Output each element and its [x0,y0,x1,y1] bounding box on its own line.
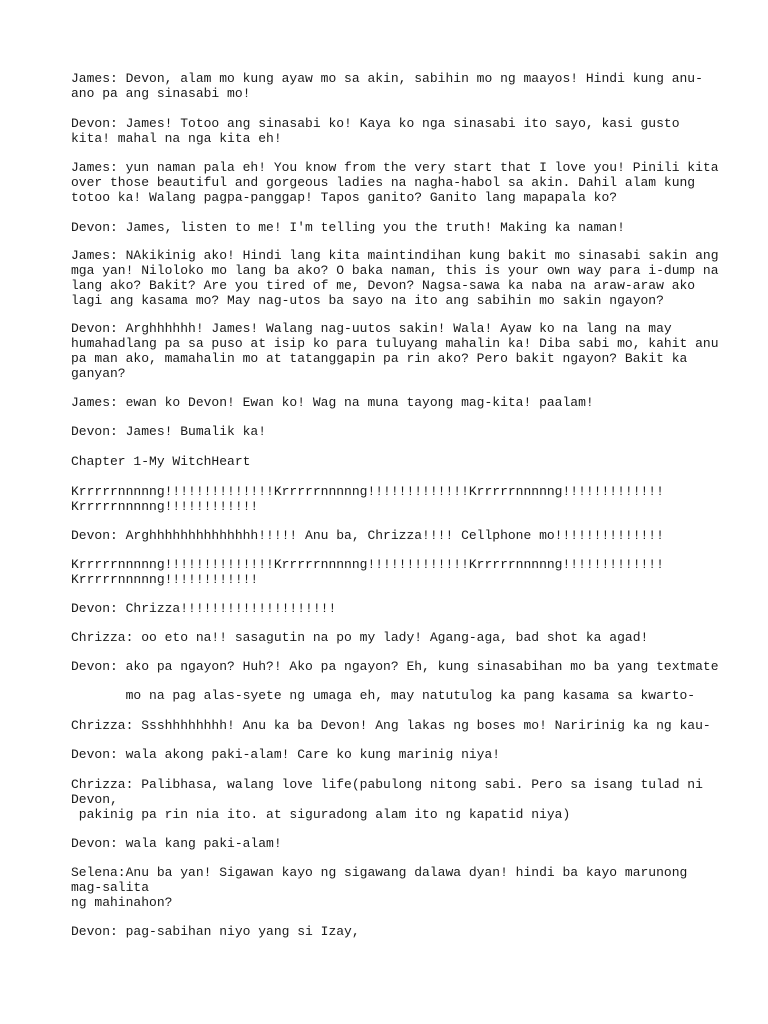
dialogue-line: James: Devon, alam mo kung ayaw mo sa akin, sabihin mo ng maayos! Hindi kung anu- ano pa ang sinasabi mo! [71,71,703,101]
dialogue-line: James: ewan ko Devon! Ewan ko! Wag na muna tayong mag-kita! paalam! [71,395,594,410]
dialogue-line: Devon: Arghhhhhhhhhhhhhh!!!!! Anu ba, Chrizza!!!! Cellphone mo!!!!!!!!!!!!!! [71,528,664,543]
dialogue-line: Devon: James! Totoo ang sinasabi ko! Kaya ko nga sinasabi ito sayo, kasi gusto kita! mahal na nga kita eh! [71,116,680,146]
dialogue-line: Devon: wala kang paki-alam! [71,836,282,851]
dialogue-line: mo na pag alas-syete ng umaga eh, may natutulog ka pang kasama sa kwarto- [71,688,696,703]
dialogue-line: Selena:Anu ba yan! Sigawan kayo ng sigawang dalawa dyan! hindi ba kayo marunong mag-salita ng mahinahon? [71,865,688,910]
dialogue-line: Devon: Chrizza!!!!!!!!!!!!!!!!!!!! [71,601,337,616]
dialogue-line: James: NAkikinig ako! Hindi lang kita maintindihan kung bakit mo sinasabi sakin ang mga yan! Niloloko mo lang ba ako? O baka naman, this is your own way para i-dump na lang ako? Bakit? Are you tired of me, Devon? Nagsa-sawa ka naba na araw-araw ako lagi ang kasama mo? May nag-utos ba sayo na ito ang sabihin mo sakin ngayon? [71,248,719,308]
dialogue-line: Chrizza: Ssshhhhhhhh! Anu ka ba Devon! Ang lakas ng boses mo! Naririnig ka ng kau- [71,718,711,733]
dialogue-line: Devon: ako pa ngayon? Huh?! Ako pa ngayon? Eh, kung sinasabihan mo ba yang textmate [71,659,719,674]
dialogue-line: Chrizza: oo eto na!! sasagutin na po my lady! Agang-aga, bad shot ka agad! [71,630,649,645]
dialogue-line: Devon: Arghhhhhh! James! Walang nag-uutos sakin! Wala! Ayaw ko na lang na may humahadlang pa sa puso at isip ko para tuluyang mahalin ka! Diba sabi mo, kahit anu pa man ako, mamahalin mo at tatanggapin pa rin ako? Pero bakit ngayon? Bakit ka ganyan? [71,321,719,381]
sound-effect-line: Krrrrrnnnnng!!!!!!!!!!!!!!Krrrrrnnnnng!!!!!!!!!!!!!Krrrrrnnnnng!!!!!!!!!!!!! Krrrrrnnnnng!!!!!!!!!!!! [71,484,664,514]
dialogue-line: Devon: James, listen to me! I'm telling you the truth! Making ka naman! [71,220,625,235]
dialogue-line: Devon: James! Bumalik ka! [71,424,267,439]
dialogue-line: James: yun naman pala eh! You know from the very start that I love you! Pinili kita over those beautiful and gorgeous ladies na nagha-habol sa akin. Dahil alam kung totoo ka! Walang pagpa-panggap! Tapos ganito? Ganito lang mapapala ko? [71,160,719,205]
sound-effect-line: Krrrrrnnnnng!!!!!!!!!!!!!!Krrrrrnnnnng!!!!!!!!!!!!!Krrrrrnnnnng!!!!!!!!!!!!! Krrrrrnnnnng!!!!!!!!!!!! [71,557,664,587]
dialogue-line: Devon: pag-sabihan niyo yang si Izay, [71,924,360,939]
chapter-heading: Chapter 1-My WitchHeart [71,454,251,469]
dialogue-line: Devon: wala akong paki-alam! Care ko kung marinig niya! [71,747,501,762]
dialogue-line: Chrizza: Palibhasa, walang love life(pabulong nitong sabi. Pero sa isang tulad ni Devon, pakinig pa rin nia ito. at siguradong alam ito ng kapatid niya) [71,777,703,822]
